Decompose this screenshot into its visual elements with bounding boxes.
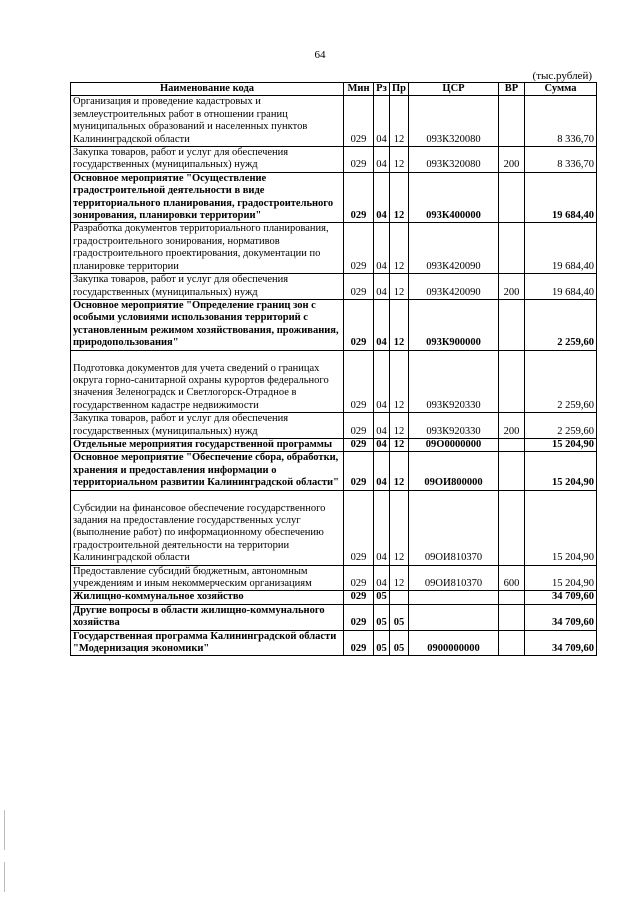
header-min: Мин [344,83,374,96]
table-row [71,565,597,591]
header-pr: Пр [390,83,409,96]
cell-name: Государственная программа Калининградской области "Модернизация экономики" [71,630,344,656]
header-name: Наименование кода [71,83,344,96]
table-row [71,223,597,274]
table-row [71,413,597,439]
cell-sum: 2 259,60 [525,299,597,350]
cell-name-text: Субсидии на финансовое обеспечение государственного задания на предоставление государственных услуг (выполнение работ) по информационному обеспечению градостроительной деятельности на территории Калининградской области [73,502,326,564]
cell-pr: 12 [390,223,409,274]
cell-sum: 15 204,90 [525,565,597,591]
cell-min: 029 [344,604,374,630]
cell-csr [409,604,499,630]
cell-sum: 15 204,90 [525,438,597,451]
cell-rz: 05 [374,604,390,630]
cell-sum: 15 204,90 [525,490,597,565]
cell-name: Предоставление субсидий бюджетным, автономным учреждениям и иным некоммерческим организациям [71,565,344,591]
cell-pr: 12 [390,172,409,223]
cell-rz: 04 [374,438,390,451]
cell-vr [499,223,525,274]
cell-name: Основное мероприятие "Осуществление градостроительной деятельности в виде территориального планирования, градостроительного зонирования, планировки территории" [71,172,344,223]
table-row [71,274,597,300]
cell-rz: 04 [374,490,390,565]
cell-min: 029 [344,490,374,565]
cell-rz: 04 [374,223,390,274]
cell-pr: 05 [390,630,409,656]
cell-pr: 12 [390,565,409,591]
cell-min: 029 [344,452,374,490]
cell-name: Жилищно-коммунальное хозяйство [71,591,344,604]
cell-pr: 12 [390,350,409,413]
cell-sum: 19 684,40 [525,274,597,300]
table-row [71,490,597,565]
cell-sum: 19 684,40 [525,223,597,274]
cell-vr: 200 [499,274,525,300]
cell-csr: 093К320080 [409,147,499,173]
cell-min: 029 [344,172,374,223]
cell-pr: 12 [390,490,409,565]
cell-vr [499,604,525,630]
table-row [71,172,597,223]
cell-pr: 12 [390,299,409,350]
table-row [71,604,597,630]
cell-name: Организация и проведение кадастровых и землеустроительных работ в отношении границ муниципальных образований и населенных пунктов Калининградской области [71,96,344,147]
page-number: 64 [314,49,326,61]
table-row [71,452,597,490]
cell-rz: 04 [374,350,390,413]
header-csr: ЦСР [409,83,499,96]
cell-csr: 09О0000000 [409,438,499,451]
header-row [71,83,597,96]
cell-sum: 34 709,60 [525,591,597,604]
cell-vr [499,591,525,604]
cell-csr: 093К920330 [409,350,499,413]
cell-pr: 12 [390,147,409,173]
cell-sum: 34 709,60 [525,630,597,656]
cell-vr [499,299,525,350]
table-row [71,147,597,173]
cell-sum: 15 204,90 [525,452,597,490]
cell-rz: 05 [374,591,390,604]
table-row [71,438,597,451]
cell-vr [499,630,525,656]
scan-margin-mark [4,810,5,850]
cell-name: Основное мероприятие "Обеспечение сбора, обработки, хранения и предоставления информации о территориальном развитии Калининградской области" [71,452,344,490]
cell-rz: 04 [374,299,390,350]
cell-csr: 093К900000 [409,299,499,350]
cell-rz: 04 [374,452,390,490]
cell-name: Закупка товаров, работ и услуг для обеспечения государственных (муниципальных) нужд [71,274,344,300]
header-rz: Рз [374,83,390,96]
cell-rz: 05 [374,630,390,656]
cell-min: 029 [344,630,374,656]
table-row [71,96,597,147]
cell-min: 029 [344,147,374,173]
cell-sum: 2 259,60 [525,413,597,439]
cell-vr [499,96,525,147]
cell-csr [409,591,499,604]
cell-pr: 12 [390,96,409,147]
cell-min: 029 [344,565,374,591]
budget-table [70,82,597,656]
cell-vr [499,452,525,490]
cell-name: Закупка товаров, работ и услуг для обеспечения государственных (муниципальных) нужд [71,413,344,439]
table-row [71,630,597,656]
cell-vr [499,490,525,565]
cell-csr: 09ОИ800000 [409,452,499,490]
cell-vr [499,438,525,451]
cell-sum: 8 336,70 [525,147,597,173]
cell-vr [499,172,525,223]
cell-pr: 12 [390,413,409,439]
cell-rz: 04 [374,413,390,439]
cell-pr: 12 [390,438,409,451]
cell-min: 029 [344,299,374,350]
cell-name: Закупка товаров, работ и услуг для обеспечения государственных (муниципальных) нужд [71,147,344,173]
cell-rz: 04 [374,565,390,591]
header-sum: Сумма [525,83,597,96]
cell-name [71,350,344,413]
cell-min: 029 [344,591,374,604]
units-note: (тыс.рублей) [532,70,592,82]
cell-csr: 09ОИ810370 [409,565,499,591]
cell-vr [499,350,525,413]
cell-pr: 05 [390,604,409,630]
cell-rz: 04 [374,172,390,223]
cell-name: Другие вопросы в области жилищно-коммунального хозяйства [71,604,344,630]
cell-sum: 19 684,40 [525,172,597,223]
cell-pr [390,591,409,604]
cell-name [71,490,344,565]
cell-vr: 200 [499,147,525,173]
cell-rz: 04 [374,147,390,173]
cell-csr: 09ОИ810370 [409,490,499,565]
cell-min: 029 [344,96,374,147]
cell-rz: 04 [374,96,390,147]
cell-name: Отдельные мероприятия государственной программы [71,438,344,451]
cell-min: 029 [344,274,374,300]
cell-pr: 12 [390,452,409,490]
cell-rz: 04 [374,274,390,300]
cell-csr: 093К400000 [409,172,499,223]
cell-sum: 34 709,60 [525,604,597,630]
cell-name: Основное мероприятие "Определение границ зон с особыми условиями использования территорий с установленным режимом хозяйствования, проживания, природопользования" [71,299,344,350]
header-vr: ВР [499,83,525,96]
table-row [71,591,597,604]
cell-name-text: Подготовка документов для учета сведений о границах округа горно-санитарной охраны курортов федерального значения Зеленоградск и Светлогорск-Отрадное в государственном кадастре недвижимости [73,362,329,411]
cell-vr: 600 [499,565,525,591]
cell-min: 029 [344,413,374,439]
table-row [71,299,597,350]
table-row [71,350,597,413]
cell-sum: 8 336,70 [525,96,597,147]
cell-csr: 093К420090 [409,223,499,274]
cell-csr: 093К320080 [409,96,499,147]
cell-csr: 093К420090 [409,274,499,300]
cell-sum: 2 259,60 [525,350,597,413]
cell-min: 029 [344,350,374,413]
cell-pr: 12 [390,274,409,300]
cell-csr: 0900000000 [409,630,499,656]
cell-name: Разработка документов территориального планирования, градостроительного зонирования, нормативов градостроительного проектирования, документации по планировке территории [71,223,344,274]
scan-margin-mark [4,862,5,892]
cell-min: 029 [344,223,374,274]
cell-vr: 200 [499,413,525,439]
cell-min: 029 [344,438,374,451]
cell-csr: 093К920330 [409,413,499,439]
